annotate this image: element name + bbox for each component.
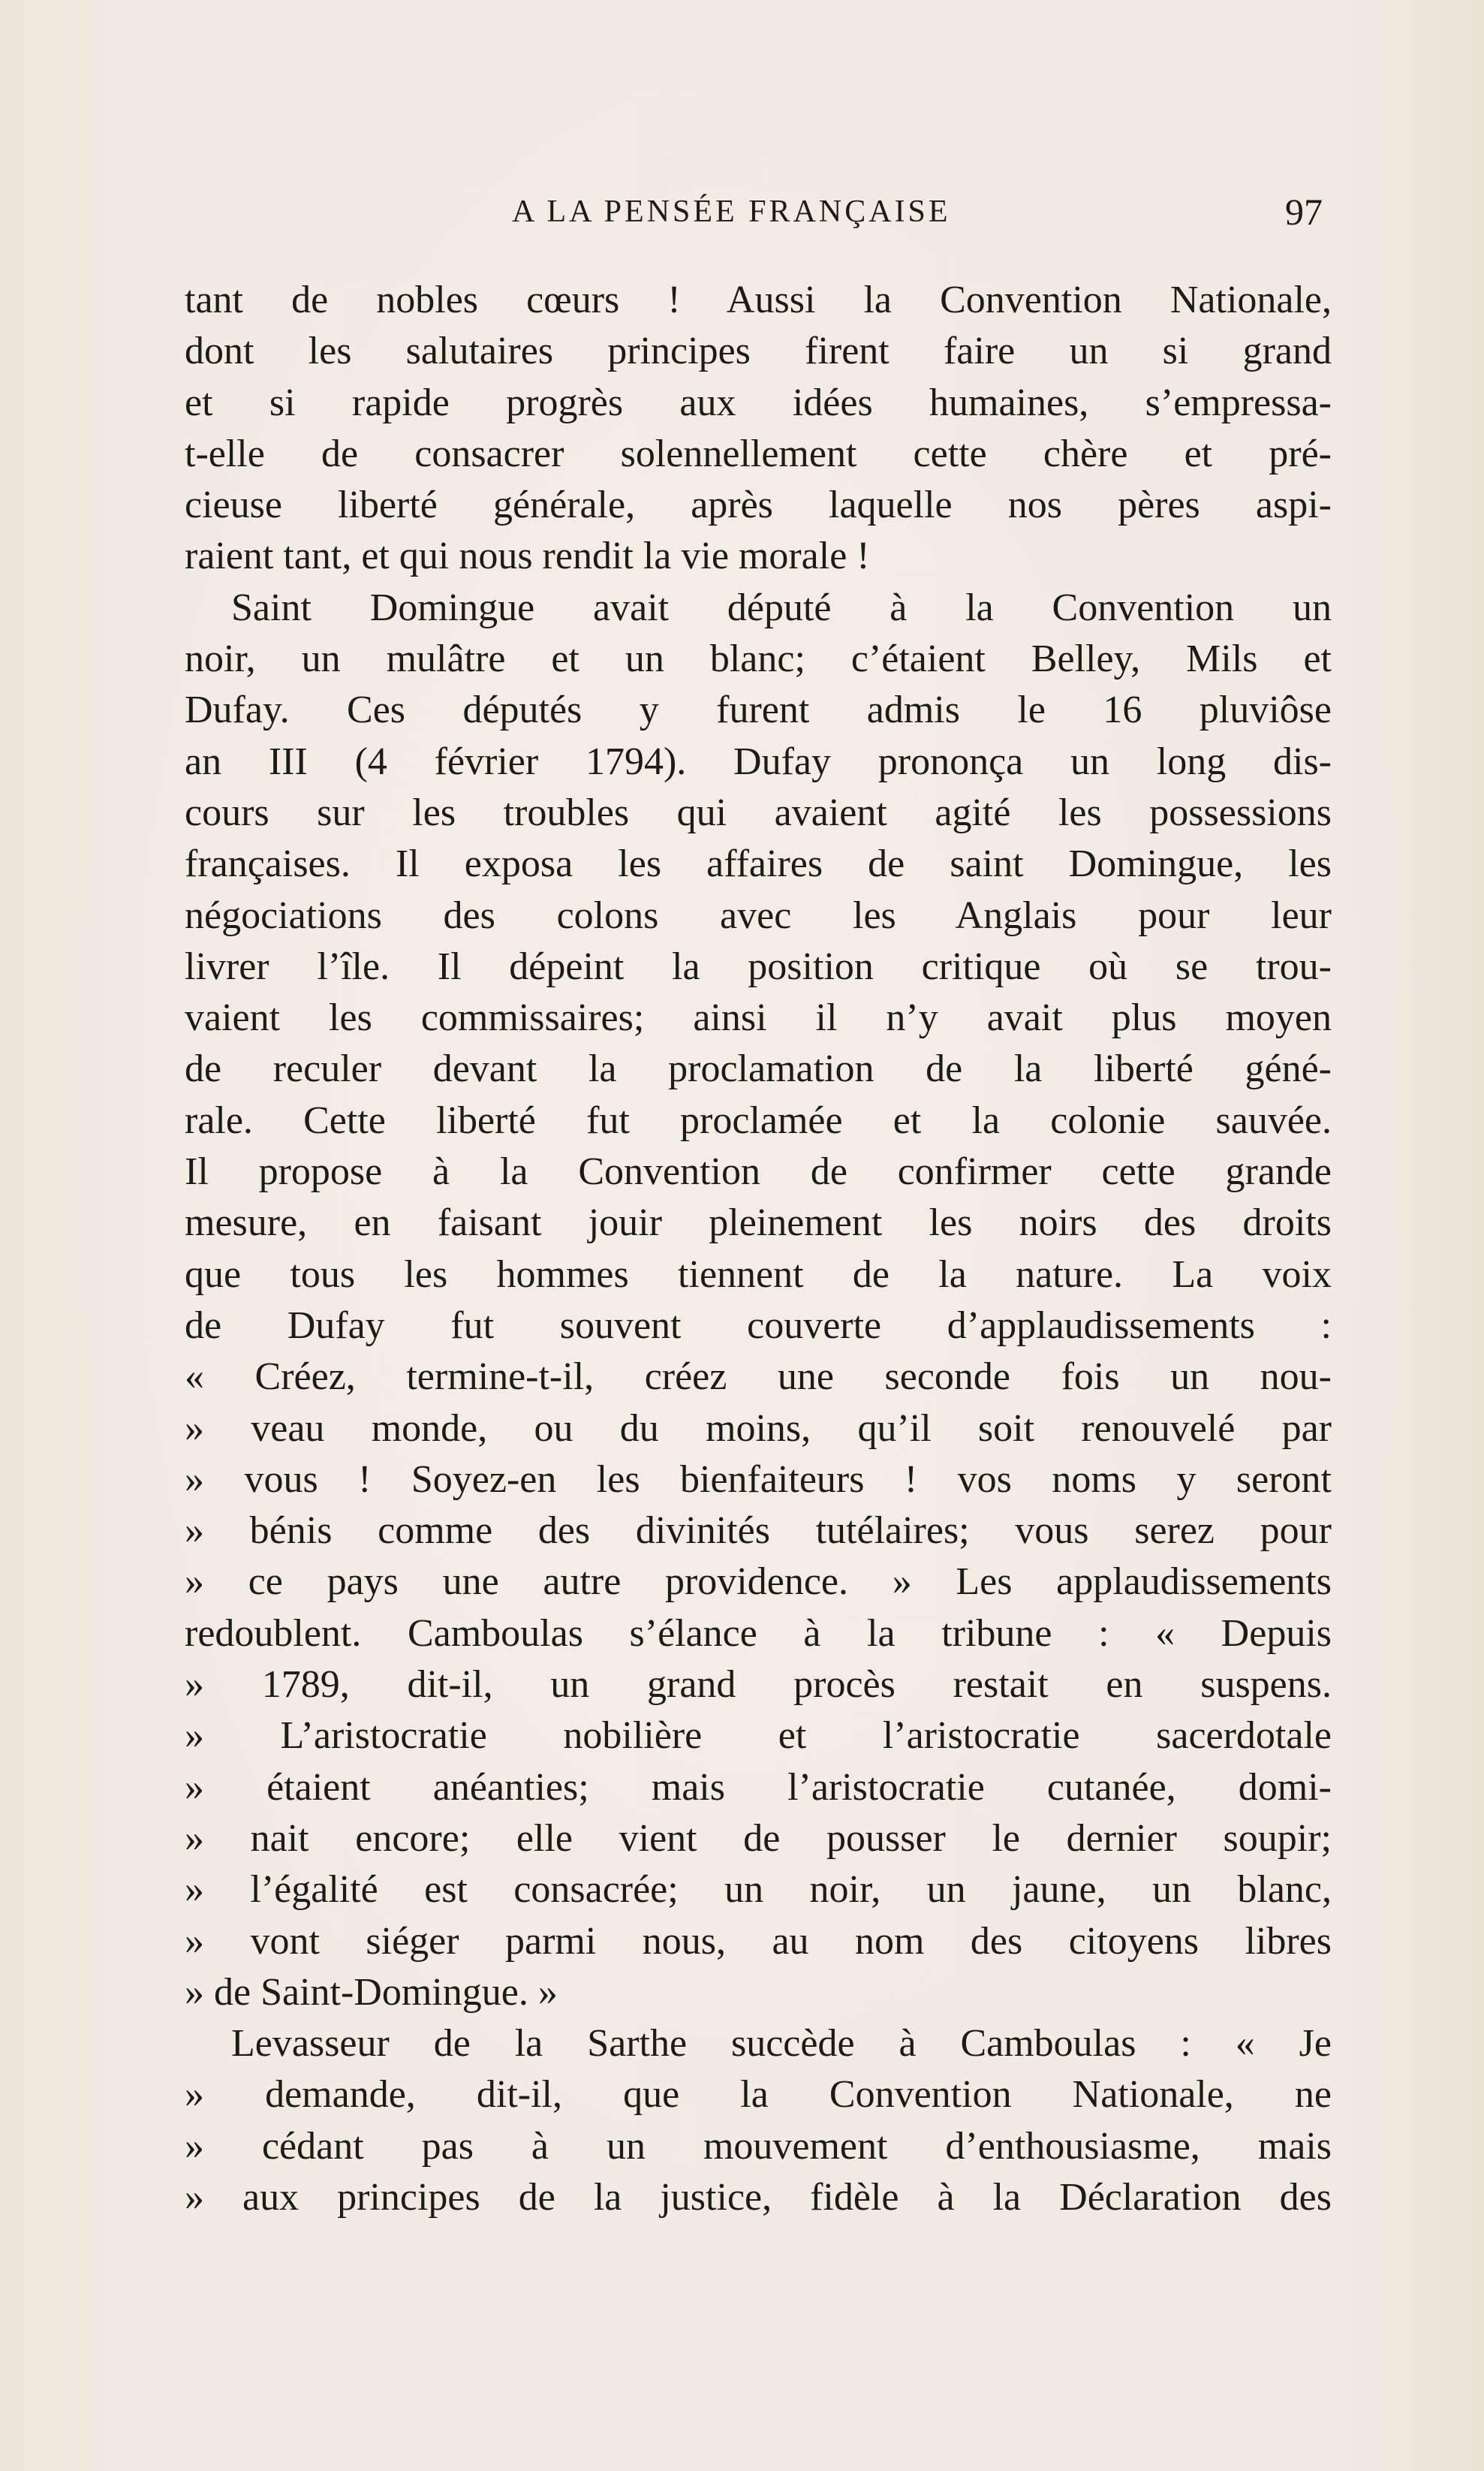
text-line: Il propose à la Convention de confirmer cette grande xyxy=(185,1150,1332,1194)
text-line: tant de nobles cœurs ! Aussi la Convention Nationale, xyxy=(185,279,1332,321)
text-line: » de Saint-Domingue. » xyxy=(185,1970,558,2014)
text-line: t-elle de consacrer solennellement cette chère et pré- xyxy=(185,432,1332,475)
text-line: » l’égalité est consacrée; un noir, un jaune, un blanc, xyxy=(185,1868,1332,1912)
running-head xyxy=(0,189,1484,234)
text-line: » L’aristocratie nobilière et l’aristocratie sacerdotale xyxy=(185,1714,1332,1758)
text-line: raient tant, et qui nous rendit la vie morale ! xyxy=(185,535,870,578)
text-line: mesure, en faisant jouir pleinement les noirs des droits xyxy=(185,1201,1332,1245)
text-line: Dufay. Ces députés y furent admis le 16 pluviôse xyxy=(185,689,1332,732)
body-text xyxy=(185,275,1332,2223)
page-number: 97 xyxy=(1285,191,1323,233)
text-line: » aux principes de la justice, fidèle à la Déclaration des xyxy=(185,2175,1332,2219)
text-line: rale. Cette liberté fut proclamée et la colonie sauvée. xyxy=(185,1098,1332,1142)
text-line: de Dufay fut souvent couverte d’applaudissements : xyxy=(185,1303,1332,1347)
text-line: » demande, dit-il, que la Convention Nationale, ne xyxy=(185,2073,1332,2117)
text-line: de reculer devant la proclamation de la liberté géné- xyxy=(185,1047,1332,1091)
text-line: » nait encore; elle vient de pousser le dernier soupir; xyxy=(185,1816,1332,1860)
text-line: » étaient anéanties; mais l’aristocratie cutanée, domi- xyxy=(185,1765,1332,1809)
text-line: et si rapide progrès aux idées humaines, s’empressa- xyxy=(185,381,1332,424)
text-line: redoublent. Camboulas s’élance à la tribune : « Depuis xyxy=(185,1611,1332,1655)
text-line: » veau monde, ou du moins, qu’il soit renouvelé par xyxy=(185,1406,1332,1450)
text-line: » 1789, dit-il, un grand procès restait en suspens. xyxy=(185,1663,1332,1707)
text-line: négociations des colons avec les Anglais pour leur xyxy=(185,893,1332,937)
text-line: » vont siéger parmi nous, au nom des citoyens libres xyxy=(185,1919,1332,1963)
text-line: « Créez, termine-t-il, créez une seconde fois un nou- xyxy=(185,1355,1332,1399)
text-line: que tous les hommes tiennent de la nature. La voix xyxy=(185,1252,1332,1296)
text-line: vaient les commissaires; ainsi il n’y avait plus moyen xyxy=(185,996,1332,1040)
text-line: noir, un mulâtre et un blanc; c’étaient Belley, Mils et xyxy=(185,637,1332,681)
text-line: françaises. Il exposa les affaires de saint Domingue, les xyxy=(185,842,1332,886)
text-line: cieuse liberté générale, après laquelle nos pères aspi- xyxy=(185,484,1332,527)
text-line: » ce pays une autre providence. » Les applaudissements xyxy=(185,1560,1332,1604)
text-line: an III (4 février 1794). Dufay prononça un long dis- xyxy=(185,740,1332,783)
paragraph-start-line: Levasseur de la Sarthe succède à Camboulas : « Je xyxy=(231,2022,1332,2066)
text-line: cours sur les troubles qui avaient agité les possessions xyxy=(185,791,1332,834)
text-line: livrer l’île. Il dépeint la position critique où se trou- xyxy=(185,945,1332,988)
text-line: » cédant pas à un mouvement d’enthousiasme, mais xyxy=(185,2124,1332,2168)
text-line: » bénis comme des divinités tutélaires; vous serez pour xyxy=(185,1509,1332,1553)
running-title: A LA PENSÉE FRANÇAISE xyxy=(512,194,951,229)
paragraph-start-line: Saint Domingue avait député à la Convention un xyxy=(231,586,1332,629)
text-line: dont les salutaires principes firent faire un si grand xyxy=(185,330,1332,373)
text-line: » vous ! Soyez-en les bienfaiteurs ! vos noms y seront xyxy=(185,1457,1332,1501)
